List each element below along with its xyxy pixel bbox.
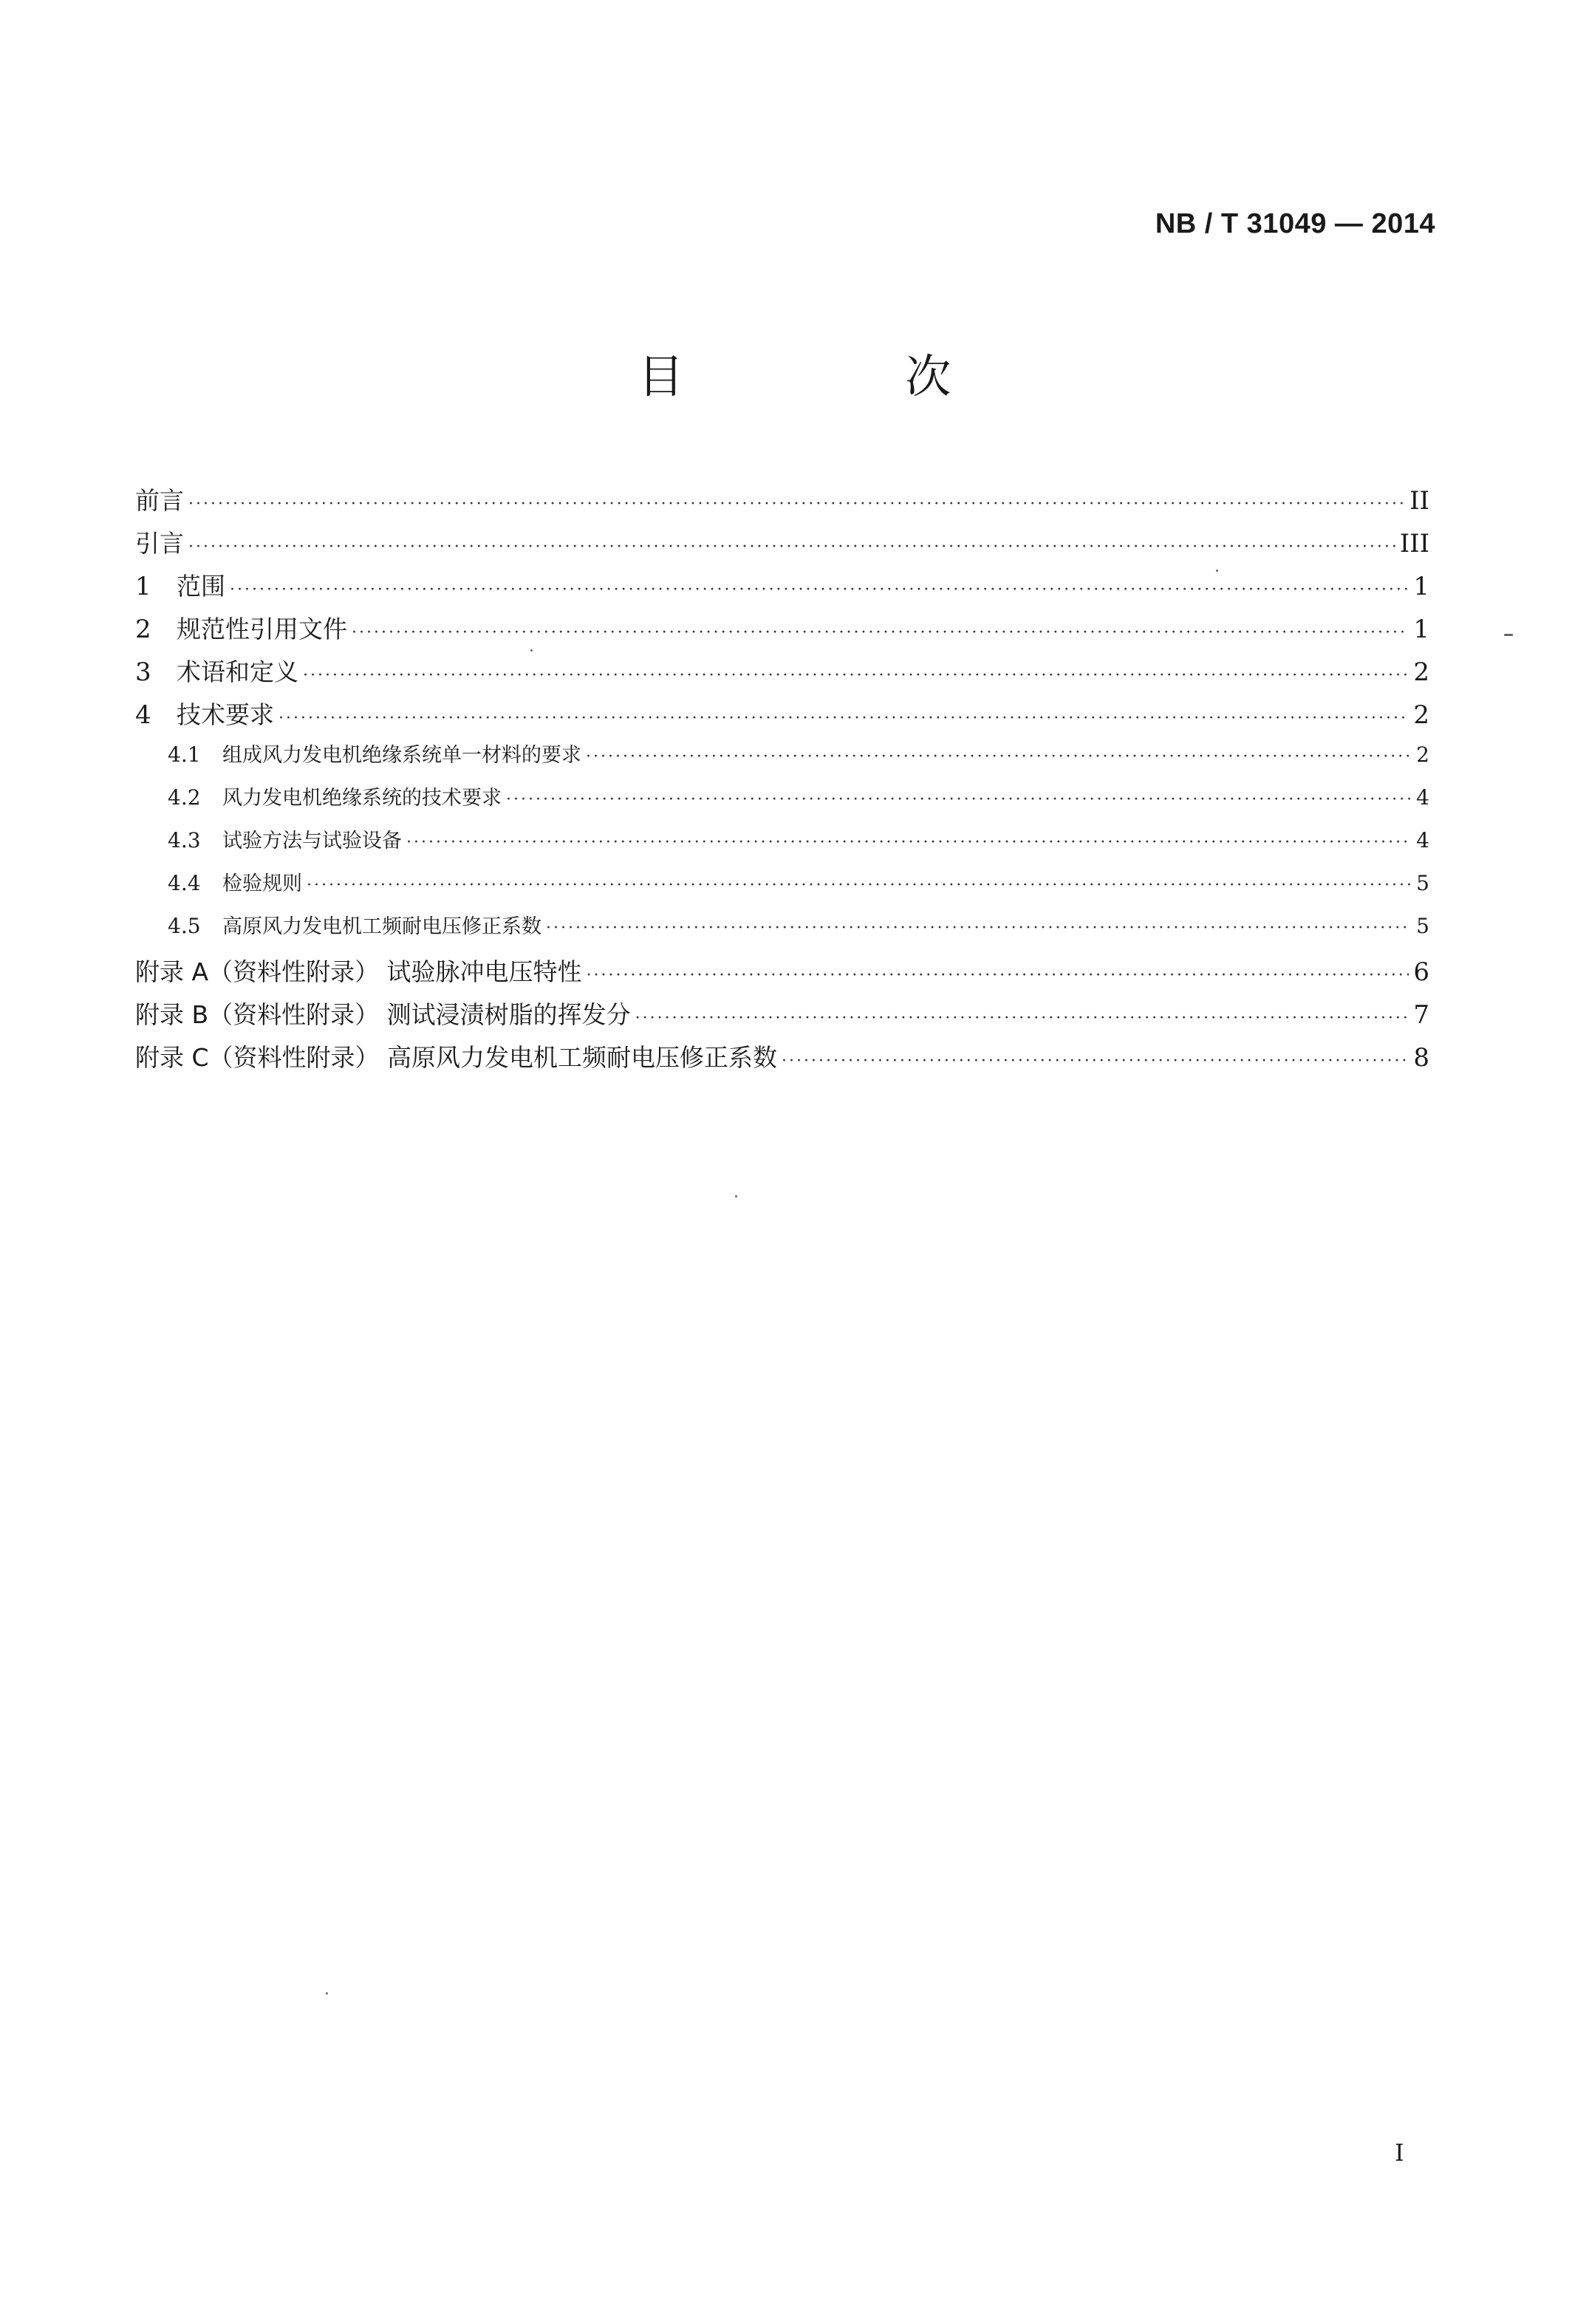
toc-entry-number: 4.1: [168, 742, 201, 767]
toc-entry-text: 风力发电机绝缘系统的技术要求: [222, 787, 502, 810]
toc-dot-leader: [278, 709, 1409, 728]
toc-entry-text: 规范性引用文件: [177, 615, 347, 643]
toc-entry-number: 4.4: [168, 871, 201, 895]
toc-entry-number: 2: [135, 615, 151, 644]
toc-entry-text: 高原风力发电机工频耐电压修正系数: [222, 915, 541, 938]
toc-dot-leader: [782, 1052, 1409, 1070]
toc-entry-4-5[interactable]: [135, 910, 1429, 953]
toc-entry-appendix-b[interactable]: [135, 996, 1429, 1039]
toc-title: 目 次: [638, 349, 1055, 403]
toc-entry-page: 8: [1413, 1043, 1429, 1073]
toc-entry-text: 术语和定义: [177, 657, 298, 686]
toc-entry-page: 2: [1413, 657, 1429, 687]
toc-entry-introduction[interactable]: [135, 524, 1429, 567]
toc-entry-page: 1: [1413, 572, 1429, 601]
toc-entry-page: 4: [1416, 828, 1429, 852]
toc-entry-number: 4.5: [168, 914, 201, 938]
page-number: I: [1395, 2139, 1404, 2167]
toc-entry-4-1[interactable]: [135, 739, 1429, 782]
toc-dot-leader: [546, 919, 1410, 937]
toc-dot-leader: [188, 538, 1395, 556]
document-number: NB / T 31049 — 2014: [1155, 208, 1435, 239]
toc-dot-leader: [230, 581, 1409, 599]
toc-entry-page: 2: [1416, 742, 1429, 767]
toc-entry-1[interactable]: [135, 567, 1429, 610]
scan-speck: [1504, 634, 1513, 636]
toc-entry-4-4[interactable]: [135, 867, 1429, 910]
toc-entry-number: 3: [135, 657, 151, 687]
toc-entry-page: 2: [1413, 700, 1429, 730]
toc-entry-number: 1: [135, 572, 151, 601]
toc-entry-2[interactable]: [135, 610, 1429, 653]
scan-speck: [735, 1195, 737, 1197]
toc-entry-preface[interactable]: [135, 482, 1429, 524]
table-of-contents: [135, 482, 1429, 1081]
toc-entry-text: 前言: [135, 486, 184, 515]
scan-speck: [530, 649, 533, 652]
toc-entry-text: 引言: [135, 529, 184, 558]
toc-entry-number: 4.2: [168, 785, 201, 810]
toc-entry-text: 检验规则: [222, 872, 302, 895]
toc-entry-text: 附录 C（资料性附录） 高原风力发电机工频耐电压修正系数: [135, 1043, 778, 1072]
toc-dot-leader: [303, 666, 1409, 685]
toc-dot-leader: [635, 1009, 1409, 1028]
toc-entry-page: 6: [1413, 957, 1429, 987]
toc-entry-page: 5: [1416, 871, 1429, 895]
toc-entry-page: 5: [1416, 914, 1429, 938]
toc-dot-leader: [352, 623, 1409, 642]
toc-entry-page: 7: [1413, 1000, 1429, 1030]
toc-entry-page: II: [1409, 486, 1429, 516]
toc-entry-page: 1: [1413, 615, 1429, 644]
toc-dot-leader: [307, 876, 1410, 895]
toc-entry-page: III: [1399, 529, 1429, 558]
toc-dot-leader: [506, 790, 1410, 809]
toc-entry-page: 4: [1416, 785, 1429, 810]
toc-dot-leader: [406, 833, 1410, 852]
toc-entry-text: 组成风力发电机绝缘系统单一材料的要求: [222, 744, 581, 767]
toc-entry-4-2[interactable]: [135, 782, 1429, 824]
toc-dot-leader: [586, 748, 1410, 766]
toc-entry-text: 范围: [177, 572, 225, 601]
toc-entry-3[interactable]: [135, 653, 1429, 696]
toc-dot-leader: [587, 966, 1409, 985]
toc-entry-text: 附录 B（资料性附录） 测试浸渍树脂的挥发分: [135, 1000, 631, 1029]
toc-entry-4-3[interactable]: [135, 824, 1429, 867]
toc-entry-text: 附录 A（资料性附录） 试验脉冲电压特性: [135, 957, 582, 986]
toc-entry-text: 试验方法与试验设备: [222, 830, 402, 852]
scan-speck: [326, 1992, 328, 1995]
toc-dot-leader: [188, 495, 1405, 513]
toc-entry-number: 4.3: [168, 828, 201, 852]
toc-entry-number: 4: [135, 700, 151, 730]
toc-entry-appendix-a[interactable]: [135, 953, 1429, 996]
scan-speck: [1216, 570, 1218, 572]
toc-entry-4[interactable]: [135, 696, 1429, 739]
toc-entry-appendix-c[interactable]: [135, 1039, 1429, 1081]
toc-entry-text: 技术要求: [177, 700, 274, 729]
